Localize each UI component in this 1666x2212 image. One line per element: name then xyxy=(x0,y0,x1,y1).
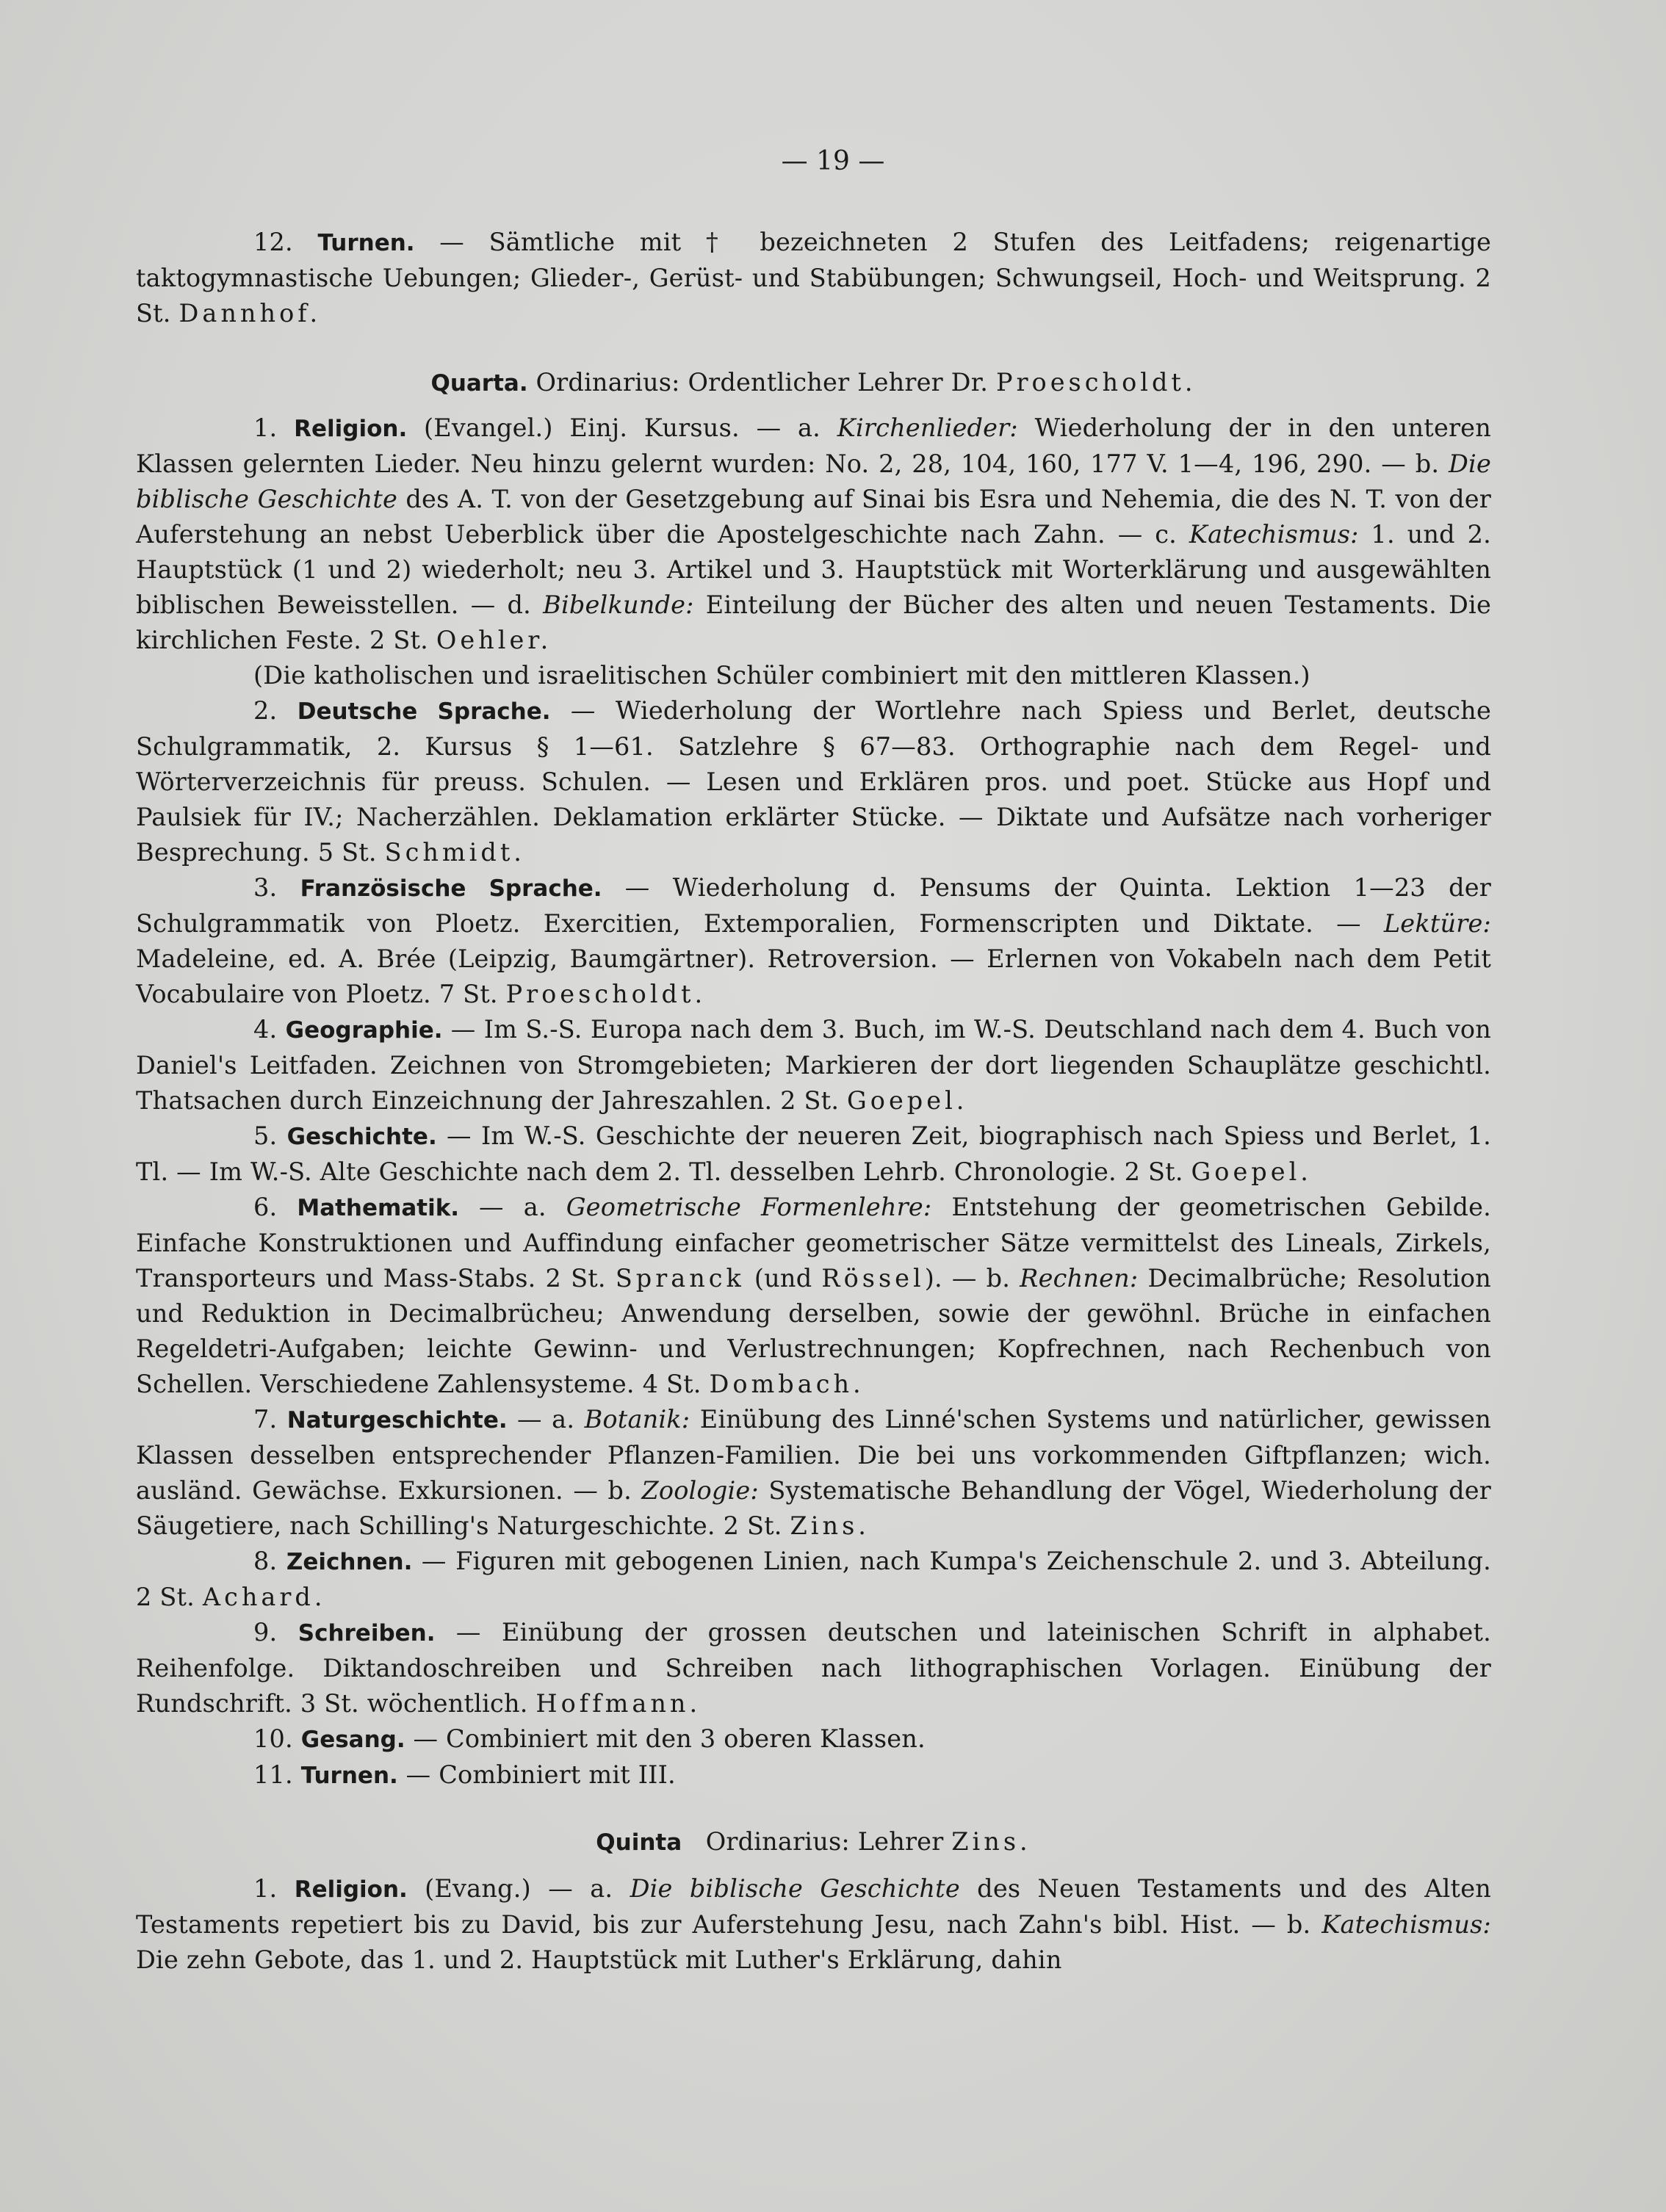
paragraph-note: (Die katholischen und israelitischen Schüler combiniert mit den mittleren Klassen.) xyxy=(253,661,1310,690)
subject-heading: Religion. xyxy=(294,1876,408,1903)
paragraph-zeichnen: 8. Zeichnen. — Figuren mit gebogenen Linien, nach Kumpa's Zeichenschule 2. und 3. Abteilung. 2 St. Achard. xyxy=(136,1547,1491,1611)
teacher-name: Achard. xyxy=(202,1583,326,1611)
teacher-name: Zins. xyxy=(951,1827,1031,1856)
subject-heading: Geschichte. xyxy=(286,1124,437,1150)
subject-heading: Geographie. xyxy=(285,1017,443,1044)
paragraph-geschichte: 5. Geschichte. — Im W.-S. Geschichte der neueren Zeit, biographisch nach Spiess und Berlet, 1. Tl. — Im W.-S. Alte Geschichte nach dem 2. Tl. desselben Lehrb. Chronologie. 2 St. Goepel. xyxy=(136,1121,1491,1186)
paragraph-gesang: 10. Gesang. — Combiniert mit den 3 oberen Klassen. xyxy=(253,1724,926,1753)
page-number: — 19 — xyxy=(781,146,885,176)
subject-heading: Mathematik. xyxy=(297,1195,460,1221)
teacher-name: Zins. xyxy=(790,1511,870,1540)
paragraph-geographie: 4. Geographie. — Im S.-S. Europa nach dem 3. Buch, im W.-S. Deutschland nach dem 4. Buch von Daniel's Leitfaden. Zeichnen von Stromgebieten; Markieren der dort liegenden Schauplätze geschichtl. Thatsachen durch Einzeichnung der Jahreszahlen. 2 St. Goepel. xyxy=(136,1015,1491,1115)
class-title: Quinta xyxy=(596,1829,682,1856)
paragraph-turnen: 11. Turnen. — Combiniert mit III. xyxy=(253,1760,676,1789)
class-heading: Quarta. Ordinarius: Ordentlicher Lehrer Dr. Proescholdt. xyxy=(430,368,1197,397)
teacher-name: Goepel. xyxy=(1191,1157,1312,1186)
teacher-name: Rössel xyxy=(821,1264,925,1293)
class-heading: Quinta Ordinarius: Lehrer Zins. xyxy=(596,1827,1031,1856)
subject-heading: Turnen. xyxy=(317,230,415,256)
teacher-name: Proescholdt. xyxy=(996,368,1197,397)
teacher-name: Dombach. xyxy=(709,1370,865,1398)
paragraph-mathematik: 6. Mathematik. — a. Geometrische Formenlehre: Entstehung der geometrischen Gebilde. Einfache Konstruktionen und Auffindung einfacher geometrischer Sätze vermittelst des Lineals, Zirkels, Transporteurs und Mass-Stabs. 2 St. Spranck (und Rössel). — b. Rechnen: Decimalbrüche; Resolution und Reduktion in Decimalbrücheu; Anwendung derselben, sowie der gewöhnl. Brüche in einfachen Regeldetri-Aufgaben; leichte Gewinn- und Verlustrechnungen; Kopfrechnen, nach Rechenbuch von Schellen. Verschiedene Zahlensysteme. 4 St. Dombach. xyxy=(136,1193,1491,1398)
paragraph-naturgeschichte: 7. Naturgeschichte. — a. Botanik: Einübung des Linné'schen Systems und natürlicher, gewissen Klassen desselben entsprechender Pflanzen-Familien. Die bei uns vorkommenden Giftpflanzen; wich. ausländ. Gewächse. Exkursionen. — b. Zoologie: Systematische Behandlung der Vögel, Wiederholung der Säugetiere, nach Schilling's Naturgeschichte. 2 St. Zins. xyxy=(136,1405,1491,1540)
paragraph-deutsch: 2. Deutsche Sprache. — Wiederholung der Wortlehre nach Spiess und Berlet, deutsche Schulgrammatik, 2. Kursus § 1—61. Satzlehre § 67—83. Orthographie nach dem Regel- und Wörterverzeichnis für preuss. Schulen. — Lesen und Erklären pros. und poet. Stücke aus Hopf und Paulsiek für IV.; Nacherzählen. Deklamation erklärter Stücke. — Diktate und Aufsätze nach vorheriger Besprechung. 5 St. Schmidt. xyxy=(136,696,1491,867)
paragraph-franzoesisch: 3. Französische Sprache. — Wiederholung d. Pensums der Quinta. Lektion 1—23 der Schulgrammatik von Ploetz. Exercitien, Extemporalien, Formenscripten und Diktate. — Lektüre: Madeleine, ed. A. Brée (Leipzig, Baumgärtner). Retroversion. — Erlernen von Vokabeln nach dem Petit Vocabulaire von Ploetz. 7 St. Proescholdt. xyxy=(136,873,1491,1008)
section-quinta-body xyxy=(136,1871,1491,1978)
teacher-name: Goepel. xyxy=(847,1086,968,1115)
class-title: Quarta. xyxy=(430,370,528,397)
subject-heading: Gesang. xyxy=(300,1727,405,1753)
teacher-name: Schmidt. xyxy=(384,838,525,867)
subject-heading: Naturgeschichte. xyxy=(286,1407,508,1434)
teacher-name: Oehler. xyxy=(436,626,552,654)
subject-heading: Deutsche Sprache. xyxy=(297,698,551,725)
paragraph-religion: 1. Religion. (Evangel.) Einj. Kursus. — a. Kirchenlieder: Wiederholung der in den unteren Klassen gelernten Lieder. Neu hinzu gelernt wurden: No. 2, 28, 104, 160, 177 V. 1—4, 196, 290. — b. Die biblische Geschichte des A. T. von der Gesetzgebung auf Sinai bis Esra und Nehemia, die des N. T. von der Auferstehung an nebst Ueberblick über die Apostelgeschichte nach Zahn. — c. Katechismus: 1. und 2. Hauptstück (1 und 2) wiederholt; neu 3. Artikel und 3. Hauptstück mit Worterklärung und ausgewählten biblischen Beweisstellen. — d. Bibelkunde: Einteilung der Bücher des alten und neuen Testaments. Die kirchlichen Feste. 2 St. Oehler. xyxy=(136,413,1492,654)
teacher-name: Dannhof. xyxy=(178,299,322,328)
paragraph-schreiben: 9. Schreiben. — Einübung der grossen deutschen und lateinischen Schrift in alphabet. Reihenfolge. Diktandoschreiben und Schreiben nach lithographischen Vorlagen. Einübung der Rundschrift. 3 St. wöchentlich. Hoffmann. xyxy=(136,1618,1491,1718)
subject-heading: Turnen. xyxy=(300,1763,398,1789)
paragraph-religion: 1. Religion. (Evang.) — a. Die biblische Geschichte des Neuen Testaments und des Alten Testaments repetiert bis zu David, bis zur Auferstehung Jesu, nach Zahn's bibl. Hist. — b. Katechismus: Die zehn Gebote, das 1. und 2. Hauptstück mit Luther's Erklärung, dahin xyxy=(136,1874,1491,1974)
subject-heading: Religion. xyxy=(294,416,408,442)
subject-heading: Französische Sprache. xyxy=(300,875,602,902)
section-quinta-heading xyxy=(136,1824,1491,1860)
section-quarta-body xyxy=(136,411,1491,1793)
section-turnen-12 xyxy=(136,225,1491,331)
teacher-name: Proescholdt. xyxy=(505,980,707,1008)
section-quarta-heading xyxy=(136,365,1491,401)
teacher-name: Spranck xyxy=(615,1264,745,1293)
subject-heading: Zeichnen. xyxy=(286,1549,413,1575)
paragraph: 12. Turnen. — Sämtliche mit † bezeichneten 2 Stufen des Leitfadens; reigenartige taktogymnastische Uebungen; Glieder-, Gerüst- und Stabübungen; Schwungseil, Hoch- und Weitsprung. 2 St. Dannhof. xyxy=(136,228,1491,328)
teacher-name: Hoffmann. xyxy=(536,1689,702,1718)
subject-heading: Schreiben. xyxy=(298,1620,436,1647)
